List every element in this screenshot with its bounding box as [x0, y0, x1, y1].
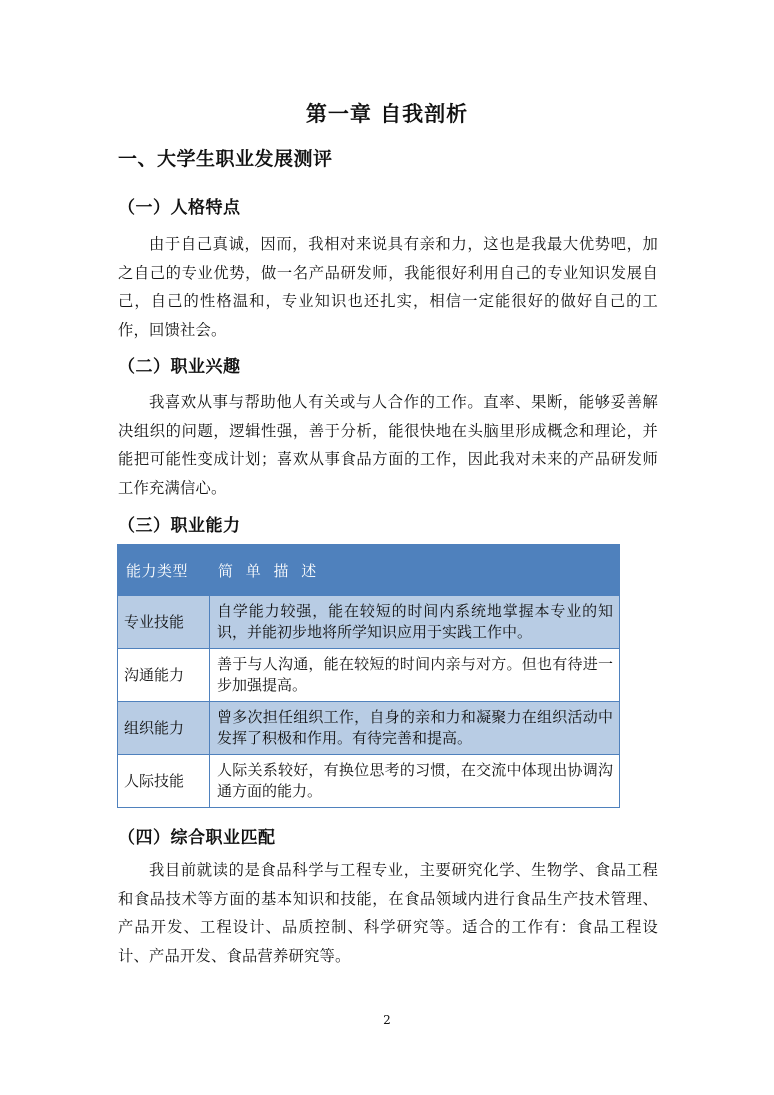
- ability-type-cell: 组织能力: [118, 702, 210, 755]
- section-title: 一、大学生职业发展测评: [118, 148, 333, 170]
- paragraph-matching: 我目前就读的是食品科学与工程专业，主要研究化学、生物学、食品工程和食品技术等方面的基本知识和技能，在食品领域内进行食品生产技术管理、产品开发、工程设计、品质控制、科学研究等。适合的工作有：食品工程设计、产品开发、食品营养研究等。: [118, 861, 658, 965]
- subsection-title-matching: （四）综合职业匹配: [118, 828, 276, 848]
- table-header-description: 简 单 描 述: [210, 545, 620, 596]
- table-row: [118, 649, 620, 702]
- page-number: 2: [383, 1013, 391, 1027]
- subsection-title-interest: （二）职业兴趣: [118, 357, 241, 377]
- table-row: [118, 702, 620, 755]
- ability-description-cell: 人际关系较好，有换位思考的习惯，在交流中体现出协调沟通方面的能力。: [210, 755, 620, 808]
- table-header-row: [118, 545, 620, 596]
- ability-table: [117, 544, 620, 808]
- table-row: [118, 596, 620, 649]
- chapter-title: 第一章 自我剖析: [305, 102, 469, 126]
- ability-description-cell: 自学能力较强，能在较短的时间内系统地掌握本专业的知识，并能初步地将所学知识应用于实践工作中。: [210, 596, 620, 649]
- subsection-title-ability: （三）职业能力: [118, 516, 241, 536]
- ability-type-cell: 沟通能力: [118, 649, 210, 702]
- ability-type-cell: 人际技能: [118, 755, 210, 808]
- table-header-type: 能力类型: [118, 545, 210, 596]
- ability-description-cell: 善于与人沟通，能在较短的时间内亲与对方。但也有待进一步加强提高。: [210, 649, 620, 702]
- paragraph-interest: 我喜欢从事与帮助他人有关或与人合作的工作。直率、果断，能够妥善解决组织的问题，逻辑性强，善于分析，能很快地在头脑里形成概念和理论，并能把可能性变成计划；喜欢从事食品方面的工作，因此我对未来的产品研发师工作充满信心。: [118, 393, 658, 497]
- ability-type-cell: 专业技能: [118, 596, 210, 649]
- paragraph-personality: 由于自己真诚，因而，我相对来说具有亲和力，这也是我最大优势吧，加之自己的专业优势，做一名产品研发师，我能很好利用自己的专业知识发展自己，自己的性格温和，专业知识也还扎实，相信一定能很好的做好自己的工作，回馈社会。: [118, 235, 658, 339]
- ability-description-cell: 曾多次担任组织工作，自身的亲和力和凝聚力在组织活动中发挥了积极和作用。有待完善和提高。: [210, 702, 620, 755]
- table-row: [118, 755, 620, 808]
- subsection-title-personality: （一）人格特点: [118, 198, 241, 218]
